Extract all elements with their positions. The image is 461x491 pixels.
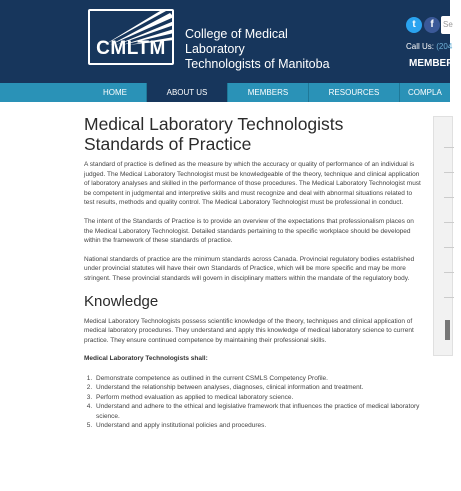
list-item: 3. Perform method evaluation as applied to medical laboratory science. <box>94 393 424 402</box>
nav-home[interactable]: HOME <box>103 88 127 97</box>
list-item: 5. Understand and apply institutional policies and procedures. <box>94 421 424 430</box>
page-title-line1: Medical Laboratory Technologists <box>84 114 344 134</box>
shall-list <box>84 374 424 430</box>
knowledge-paragraph: Medical Laboratory Technologists possess scientific knowledge of the theory, techniques and clinical application of medical laboratory procedures. They understand and apply this knowledge of medical laboratory science to current practice. They ensure continued competence by maintaining their professional skills. <box>84 317 414 344</box>
nav-resources[interactable]: RESOURCES <box>328 88 380 97</box>
sidebar-divider <box>444 172 454 173</box>
sidebar-panel <box>433 116 453 356</box>
main-content <box>84 114 424 430</box>
page-title <box>84 114 424 154</box>
org-name-line2: Technologists of Manitoba <box>185 57 330 71</box>
list-item: 1. Demonstrate competence as outlined in the current CSMLS Competency Profile. <box>94 374 424 383</box>
nav-about-us[interactable]: ABOUT US <box>147 83 227 102</box>
scrollbar-thumb[interactable] <box>445 320 450 340</box>
cmltm-logo[interactable] <box>88 9 174 65</box>
org-name[interactable] <box>185 27 345 72</box>
list-item: 4. Understand and adhere to the ethical and legislative framework that influences the practice of medical laboratory science. <box>94 402 424 421</box>
phone-number[interactable]: (204 <box>436 42 453 51</box>
sidebar-divider <box>444 297 454 298</box>
nav-members[interactable]: MEMBERS <box>247 88 289 97</box>
intro-paragraph: The intent of the Standards of Practice is to provide an overview of the expectations that professionalism places on the Medical Laboratory Technologist. Detailed standards pertaining to the specific workplace should be developed within the framework of these standards of practice. <box>84 217 414 245</box>
sidebar-divider <box>444 147 454 148</box>
list-item: 2. Understand the relationship between analyses, diagnoses, clinical information and treatment. <box>94 383 424 392</box>
nav-complaints[interactable]: COMPLA <box>408 88 442 97</box>
call-us <box>406 42 452 51</box>
org-name-line1: College of Medical Laboratory <box>185 27 288 56</box>
member-login-link[interactable]: MEMBER <box>409 58 454 69</box>
knowledge-heading: Knowledge <box>84 292 159 310</box>
intro-paragraph: National standards of practice are the minimum standards across Canada. Provincial regulatory bodies established under provincial statutes will have their own Standards of Practice, which will be more specific and may be more stringent. These provincial standards will govern in disciplinary matters within the mandate of the regulatory body. <box>84 255 415 282</box>
twitter-icon[interactable]: t <box>406 17 422 33</box>
sidebar-divider <box>444 197 454 198</box>
main-nav <box>0 83 450 102</box>
intro-paragraph: A standard of practice is defined as the measure by which the accuracy or quality of performance of an individual is judged. The Medical Laboratory Technologist must be knowledgeable of the theory, technique and clinical application of laboratory analyses and skilled in the performance of those procedures. The Medical Laboratory Technologist must be competent in judgmental and interpretive skills and must recognize and deal with abnormal situations related to test results, methods and quality control. The Medical Laboratory Technologist must be professional in conduct. <box>84 161 421 207</box>
logo-text: CMLTM <box>96 38 166 59</box>
facebook-icon[interactable]: f <box>424 17 440 33</box>
sidebar-divider <box>444 247 454 248</box>
page-title-line2: Standards of Practice <box>84 134 252 154</box>
search-input[interactable]: Se <box>441 16 461 34</box>
nav-divider <box>399 83 400 102</box>
site-header <box>0 0 454 83</box>
sidebar-divider <box>444 272 454 273</box>
sidebar-divider <box>444 222 454 223</box>
shall-label: Medical Laboratory Technologists shall: <box>84 355 208 363</box>
call-us-label: Call Us: <box>406 42 435 51</box>
